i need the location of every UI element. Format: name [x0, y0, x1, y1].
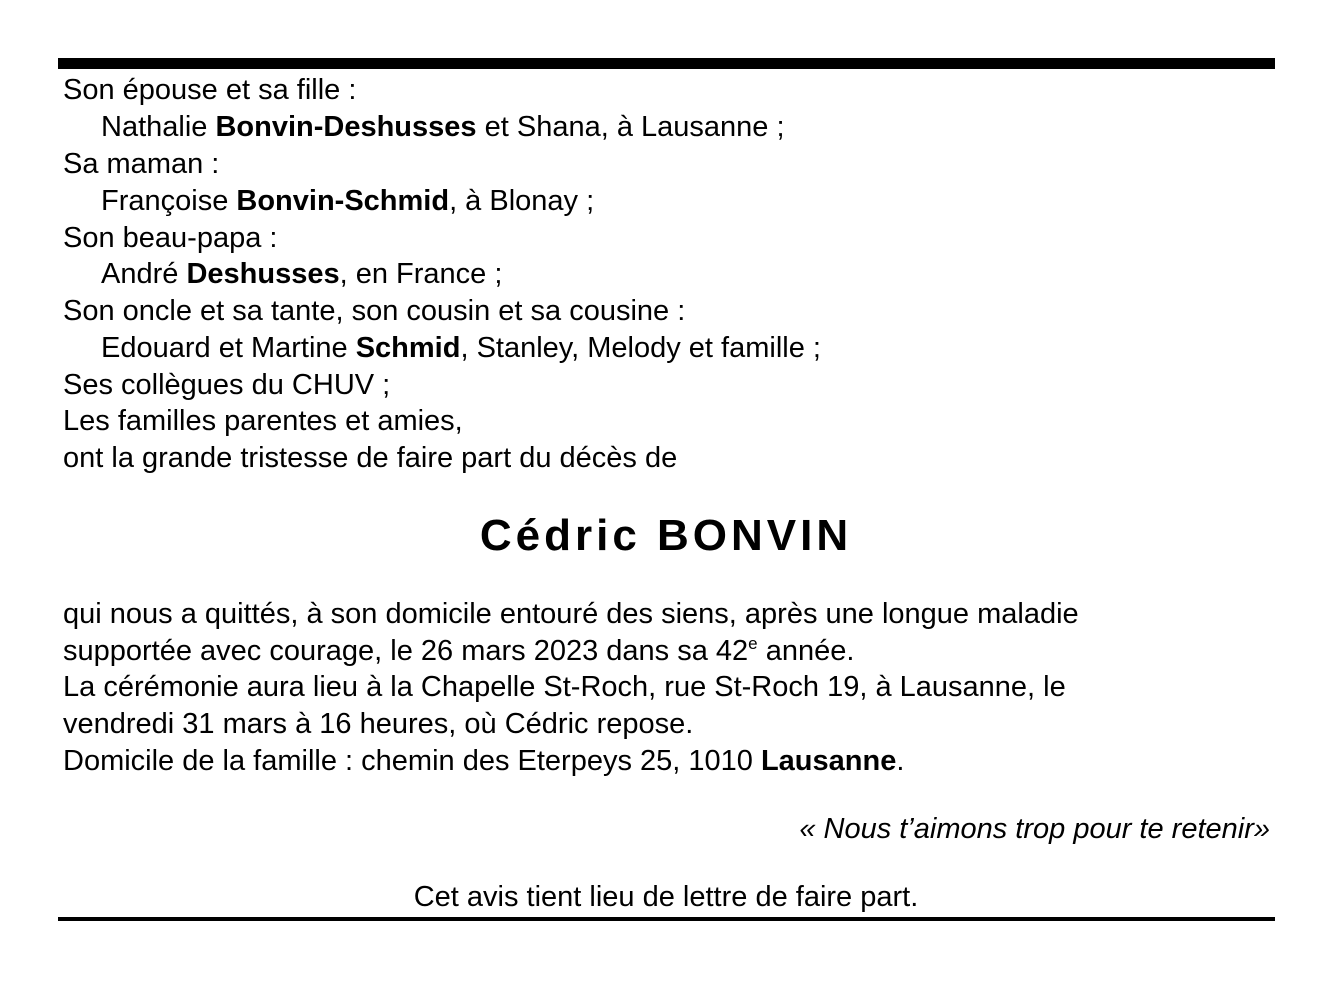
family-line-1: Son épouse et sa fille :	[63, 74, 357, 106]
family-line-4: Françoise Bonvin-Schmid, à Blonay ;	[101, 185, 595, 217]
body-line-2: supportée avec courage, le 26 mars 2023 dans sa 42e année.	[63, 634, 855, 667]
deceased-name: Cédric BONVIN	[479, 511, 853, 560]
body-line-4: vendredi 31 mars à 16 heures, où Cédric repose.	[63, 708, 694, 740]
body-line-3: La cérémonie aura lieu à la Chapelle St-Roch, rue St-Roch 19, à Lausanne, le	[63, 671, 1066, 703]
family-line-2: Nathalie Bonvin-Deshusses et Shana, à Lausanne ;	[101, 111, 785, 143]
closing-notice: Cet avis tient lieu de lettre de faire part.	[413, 881, 919, 913]
bottom-rule	[58, 917, 1275, 921]
family-line-11: ont la grande tristesse de faire part du décès de	[63, 442, 678, 474]
body-line-5: Domicile de la famille : chemin des Eterpeys 25, 1010 Lausanne.	[63, 745, 905, 777]
family-line-6: André Deshusses, en France ;	[101, 258, 503, 290]
family-line-3: Sa maman :	[63, 148, 220, 180]
family-line-10: Les familles parentes et amies,	[63, 405, 463, 437]
family-line-5: Son beau-papa :	[63, 222, 278, 254]
family-line-9: Ses collègues du CHUV ;	[63, 369, 391, 401]
family-line-8: Edouard et Martine Schmid, Stanley, Melody et famille ;	[101, 332, 821, 364]
top-rule	[58, 58, 1275, 69]
family-line-7: Son oncle et sa tante, son cousin et sa cousine :	[63, 295, 686, 327]
body-line-1: qui nous a quittés, à son domicile entouré des siens, après une longue maladie	[63, 598, 1079, 630]
quote: « Nous t’aimons trop pour te retenir»	[799, 813, 1270, 845]
